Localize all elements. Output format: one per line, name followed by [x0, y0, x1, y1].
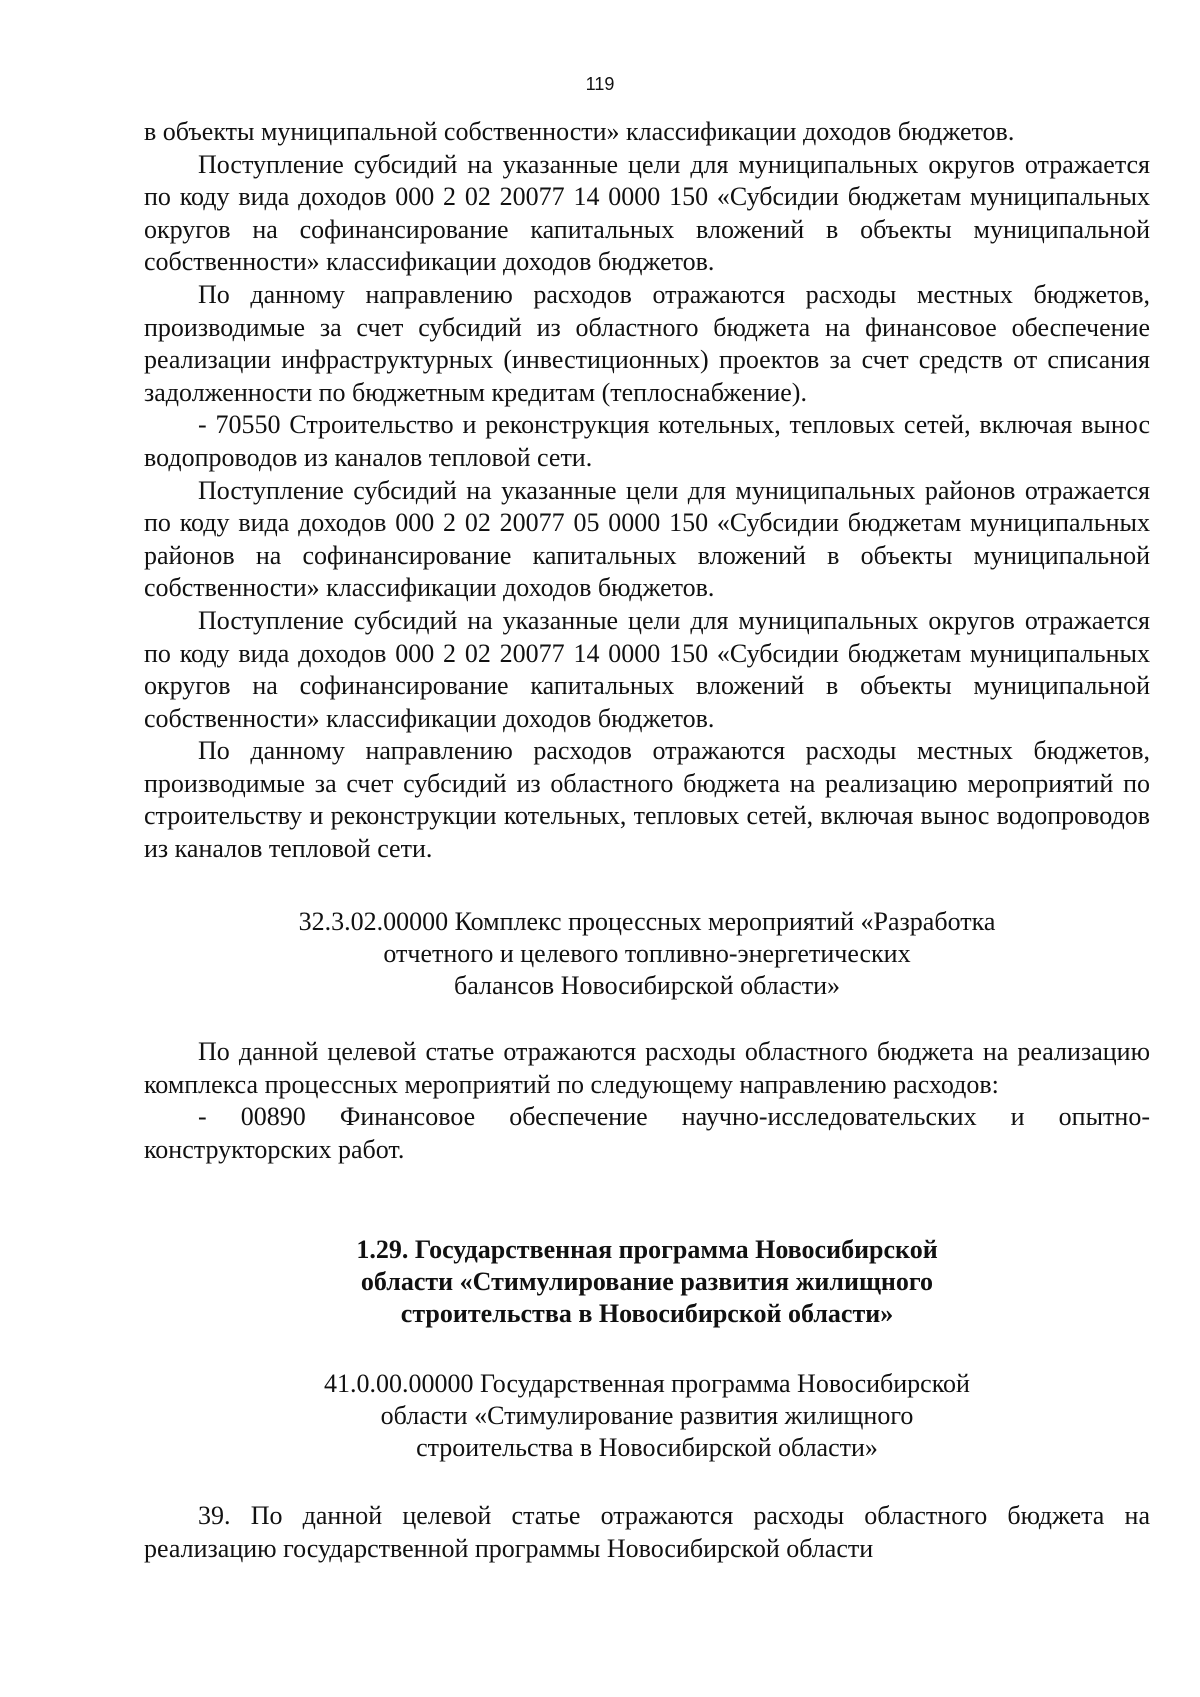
paragraph: - 00890 Финансовое обеспечение научно-исследовательских и опытно-конструкторских работ. — [144, 1102, 1150, 1164]
heading-line: 41.0.00.00000 Государственная программа Новосибирской — [324, 1369, 970, 1398]
heading-line: 1.29. Государственная программа Новосибирской — [356, 1235, 938, 1264]
heading-line: строительства в Новосибирской области» — [400, 1299, 894, 1328]
body-text-block-3 — [144, 1500, 1150, 1565]
paragraph: Поступление субсидий на указанные цели для муниципальных округов отражается по коду вида доходов 000 2 02 20077 14 0000 150 «Субсидии бюджетам муниципальных округов на софинансирование капитальных вложений в объекты муниципальной собственности» классификации доходов бюджетов. — [144, 149, 1150, 277]
paragraph: Поступление субсидий на указанные цели для муниципальных округов отражается по коду вида доходов 000 2 02 20077 14 0000 150 «Субсидии бюджетам муниципальных округов на софинансирование капитальных вложений в объекты муниципальной собственности» классификации доходов бюджетов. — [144, 605, 1150, 733]
paragraph: По данной целевой статье отражаются расходы областного бюджета на реализацию комплекса процессных мероприятий по следующему направлению расходов: — [144, 1037, 1150, 1099]
paragraph: 39. По данной целевой статье отражаются расходы областного бюджета на реализацию государственной программы Новосибирской области — [144, 1501, 1150, 1563]
page-number: 119 — [585, 74, 615, 94]
heading-line: отчетного и целевого топливно-энергетических — [383, 939, 911, 968]
section-heading-program — [144, 1234, 1150, 1330]
heading-line: области «Стимулирование развития жилищного — [360, 1267, 934, 1296]
section-heading-target-article — [144, 906, 1150, 1002]
body-text-block-2 — [144, 1036, 1150, 1166]
body-text-block-1 — [144, 116, 1150, 866]
heading-line: строительства в Новосибирской области» — [416, 1433, 878, 1462]
heading-line: области «Стимулирование развития жилищного — [380, 1401, 914, 1430]
paragraph: По данному направлению расходов отражаются расходы местных бюджетов, производимые за счет субсидий из областного бюджета на реализацию мероприятий по строительству и реконструкции котельных, тепловых сетей, включая вынос водопроводов из каналов тепловой сети. — [144, 736, 1150, 864]
paragraph: - 70550 Строительство и реконструкция котельных, тепловых сетей, включая вынос водопроводов из каналов тепловой сети. — [144, 410, 1150, 472]
paragraph: в объекты муниципальной собственности» классификации доходов бюджетов. — [144, 117, 1015, 146]
heading-line: 32.3.02.00000 Комплекс процессных мероприятий «Разработка — [298, 907, 996, 936]
heading-line: балансов Новосибирской области» — [453, 971, 841, 1000]
section-heading-program-code — [144, 1368, 1150, 1464]
paragraph: По данному направлению расходов отражаются расходы местных бюджетов, производимые за счет субсидий из областного бюджета на финансовое обеспечение реализации инфраструктурных (инвестиционных) проектов за счет средств от списания задолженности по бюджетным кредитам (теплоснабжение). — [144, 279, 1150, 407]
paragraph: Поступление субсидий на указанные цели для муниципальных районов отражается по коду вида доходов 000 2 02 20077 05 0000 150 «Субсидии бюджетам муниципальных районов на софинансирование капитальных вложений в объекты муниципальной собственности» классификации доходов бюджетов. — [144, 475, 1150, 603]
